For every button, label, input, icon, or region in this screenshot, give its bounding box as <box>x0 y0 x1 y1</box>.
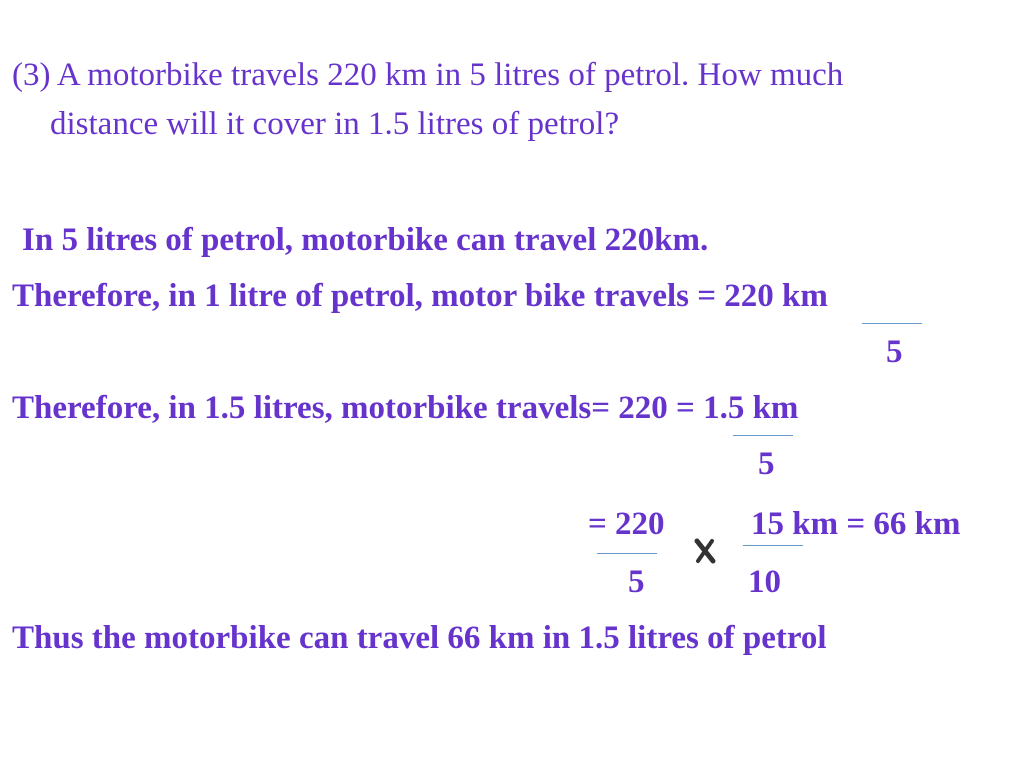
conclusion-statement: Thus the motorbike can travel 66 km in 1.5 litres of petrol <box>12 620 827 656</box>
question-line-1: (3) A motorbike travels 220 km in 5 litres of petrol. How much <box>12 57 844 93</box>
step1-statement: Therefore, in 1 litre of petrol, motor bike travels = 220 km <box>12 278 828 314</box>
step2-denominator: 5 <box>758 446 775 482</box>
step3-left-denominator: 5 <box>628 564 645 600</box>
step2-statement: Therefore, in 1.5 litres, motorbike travels= 220 = 1.5 km <box>12 390 799 426</box>
step1-fraction-line <box>862 323 922 324</box>
step3-right-fraction-line <box>743 545 803 546</box>
step1-denominator: 5 <box>886 334 903 370</box>
step2-fraction-line <box>733 435 793 436</box>
step3-right-denominator: 10 <box>748 564 781 600</box>
multiply-icon <box>690 536 720 566</box>
given-statement: In 5 litres of petrol, motorbike can travel 220km. <box>22 222 709 258</box>
question-line-2: distance will it cover in 1.5 litres of petrol? <box>50 106 620 142</box>
step3-left-fraction-line <box>597 553 657 554</box>
step3-left-numerator: = 220 <box>588 506 665 542</box>
step3-right-numerator: 15 km = 66 km <box>751 506 961 542</box>
